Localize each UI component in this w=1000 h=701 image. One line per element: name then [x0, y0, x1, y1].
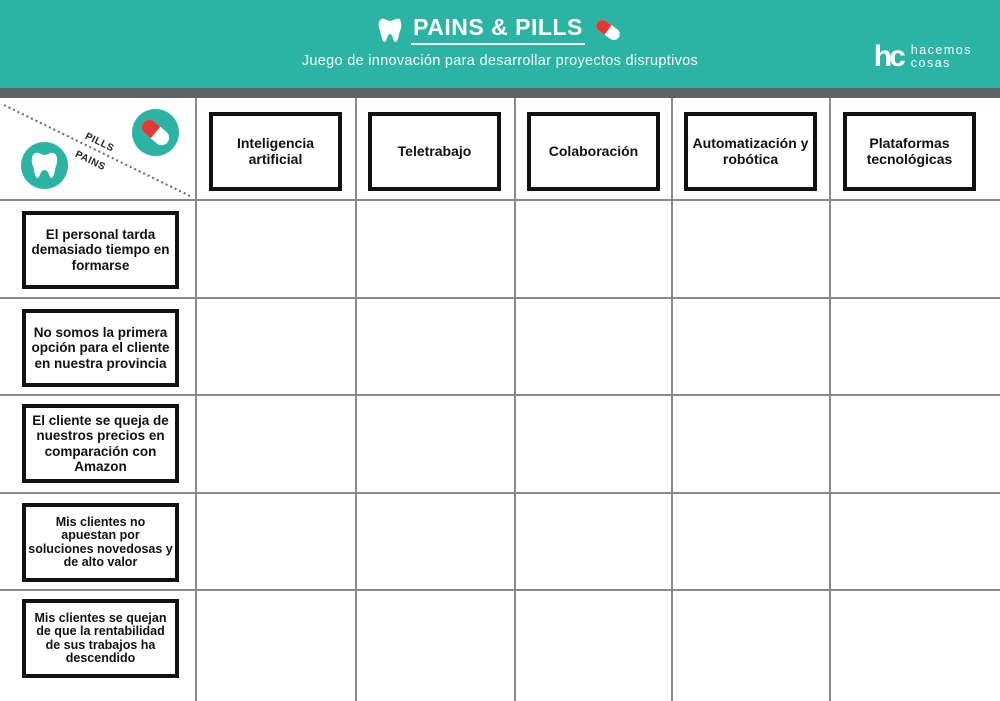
pain-card-soluciones[interactable]: Mis clientes no apuestan por soluciones novedosas y de alto valor — [22, 503, 179, 582]
tooth-badge-icon — [21, 142, 68, 189]
grid-hline — [0, 394, 1000, 396]
brand-mark: hc — [873, 40, 903, 73]
pill-card-inteligencia-artificial[interactable]: Inteligencia artificial — [209, 112, 342, 191]
brand-text — [911, 44, 972, 70]
pill-card-automatizacion[interactable]: Automatización y robótica — [684, 112, 817, 191]
brand-line-2: cosas — [910, 56, 951, 70]
grid-vline — [514, 98, 516, 701]
pain-card-rentabilidad[interactable]: Mis clientes se quejan de que la rentabilidad de sus trabajos ha descendido — [22, 599, 179, 678]
page-subtitle: Juego de innovación para desarrollar proyectos disruptivos — [301, 53, 699, 69]
pill-card-teletrabajo[interactable]: Teletrabajo — [368, 112, 501, 191]
pill-badge-icon — [132, 109, 179, 156]
grid-vline — [671, 98, 673, 701]
grid-hline — [0, 492, 1000, 494]
grid-vline — [195, 98, 197, 701]
grid-hline — [0, 199, 1000, 201]
brand-line-1: hacemos — [910, 43, 972, 57]
page-title: PAINS & PILLS — [411, 14, 585, 45]
pain-card-precios[interactable]: El cliente se queja de nuestros precios en comparación con Amazon — [22, 404, 179, 483]
pains-axis-label: PAINS — [73, 149, 108, 174]
grid-vline — [829, 98, 831, 701]
title-row — [0, 14, 1000, 45]
pills-axis-label: PILLS — [83, 131, 116, 155]
header-bar — [0, 0, 1000, 88]
brand-logo — [874, 42, 972, 72]
grid-hline — [0, 589, 1000, 591]
pill-card-colaboracion[interactable]: Colaboración — [527, 112, 660, 191]
pill-card-plataformas[interactable]: Plataformas tecnológicas — [843, 112, 976, 191]
pill-icon — [593, 16, 623, 44]
tooth-icon — [377, 16, 403, 44]
grid-hline — [0, 297, 1000, 299]
header-divider — [0, 88, 1000, 98]
pain-card-primera-opcion[interactable]: No somos la primera opción para el cliente en nuestra provincia — [22, 309, 179, 387]
pain-card-formacion[interactable]: El personal tarda demasiado tiempo en formarse — [22, 211, 179, 289]
grid-vline — [355, 98, 357, 701]
